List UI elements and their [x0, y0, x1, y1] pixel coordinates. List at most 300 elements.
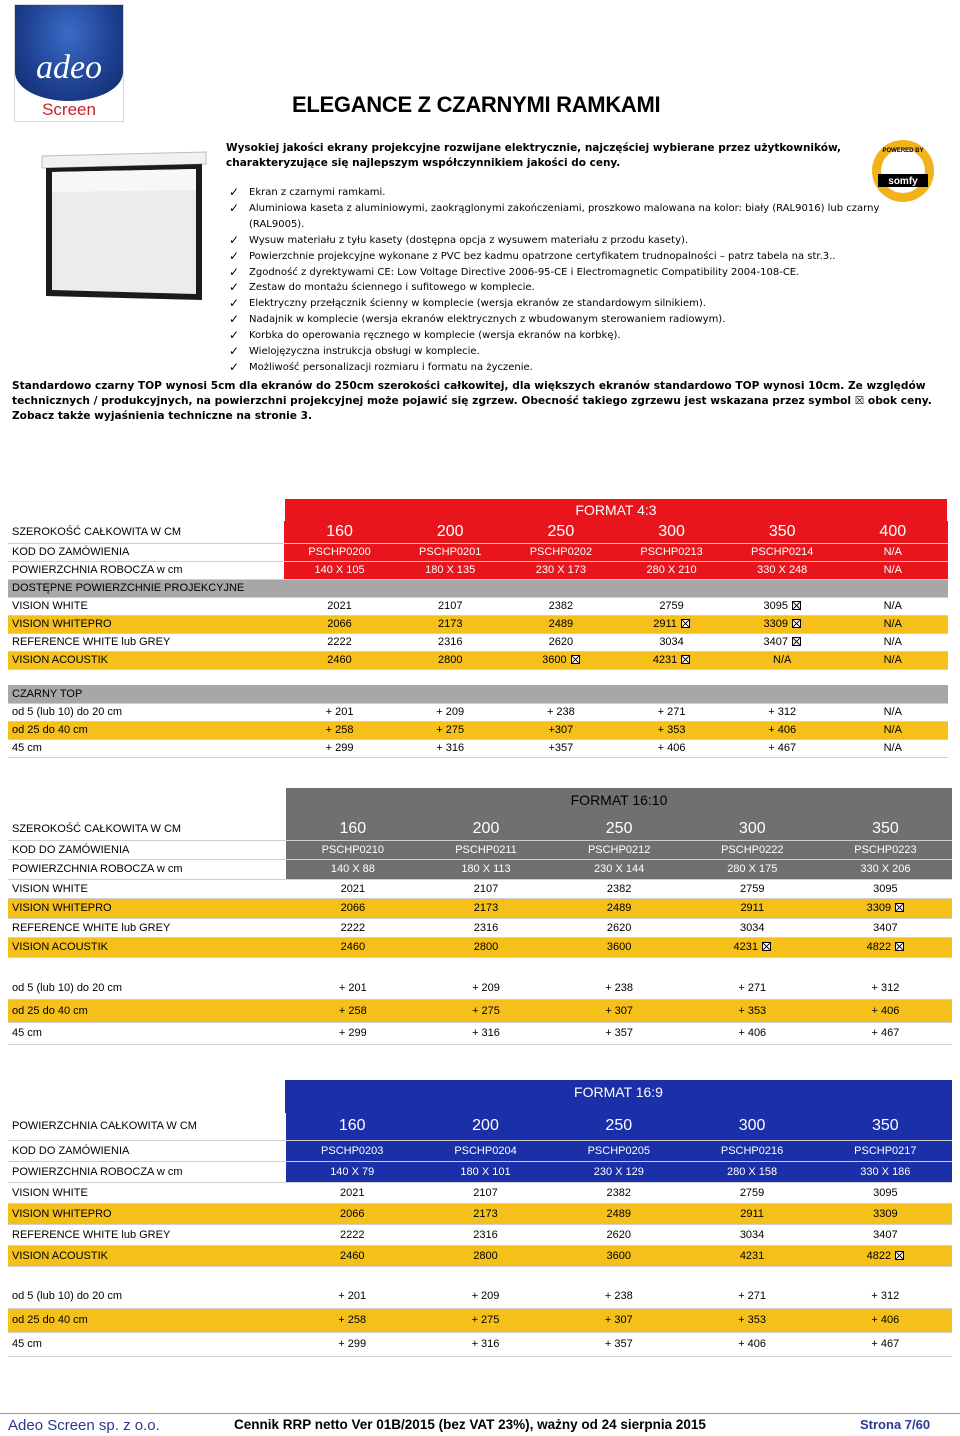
table-row [8, 1113, 952, 1140]
cell-value: 2173 [437, 618, 463, 630]
table-cell [552, 1161, 685, 1182]
table-row [8, 1203, 952, 1224]
cell-value: 280 X 175 [727, 863, 778, 876]
table-cell [419, 1332, 552, 1356]
cell-value: 2382 [606, 882, 632, 895]
table-cell [838, 739, 948, 757]
cell-value: + 201 [338, 982, 367, 994]
row-label: POWIERZCHNIA ROBOCZA w cm [8, 860, 286, 880]
table-cell [616, 703, 727, 721]
table-row [8, 703, 948, 721]
table-cell [552, 1113, 685, 1140]
table-cell [727, 521, 838, 543]
table-row [8, 579, 948, 597]
table-cell [286, 938, 419, 958]
table-cell [819, 977, 952, 1000]
row-label: od 5 (lub 10) do 20 cm [8, 1284, 286, 1308]
table-cell [419, 1161, 552, 1182]
table-row [8, 633, 948, 651]
cell-value: + 271 [738, 1289, 766, 1302]
cell-value: PSCHP0217 [854, 1144, 917, 1157]
cell-value: 2489 [606, 1207, 632, 1220]
table-cell [419, 1224, 552, 1245]
cell-value: + 238 [546, 706, 575, 718]
cell-value: + 201 [338, 1289, 367, 1302]
cell-value: + 312 [768, 706, 797, 718]
cell-value: + 353 [738, 1314, 766, 1326]
cell-value: PSCHP0214 [751, 546, 814, 558]
table-cell [685, 1224, 818, 1245]
table-cell [838, 521, 948, 543]
table-cell [286, 1284, 419, 1308]
row-label: VISION WHITEPRO [8, 899, 286, 919]
cell-value: 2107 [437, 600, 463, 612]
cell-value: 2460 [339, 1249, 365, 1262]
cell-value: 2222 [340, 921, 366, 934]
cell-value: PSCHP0201 [419, 546, 482, 558]
row-label: POWIERZCHNIA CAŁKOWITA W CM [8, 1113, 286, 1140]
table-cell [616, 721, 727, 739]
table-row [8, 957, 952, 977]
table-cell [552, 1140, 685, 1161]
table-cell [284, 651, 395, 669]
table-cell [506, 597, 617, 615]
cell-value: 4822 [866, 1249, 892, 1262]
cell-value: + 353 [657, 724, 686, 736]
table-cell [419, 860, 552, 880]
cell-value: 3407 [763, 636, 788, 648]
cell-value: N/A [883, 724, 902, 736]
table-cell [286, 879, 419, 899]
row-label: POWIERZCHNIA ROBOCZA w cm [8, 561, 284, 579]
table-cell [685, 1284, 818, 1308]
cell-value: + 201 [325, 706, 354, 718]
table-cell [419, 1245, 552, 1266]
cell-value: + 406 [738, 1027, 767, 1040]
cell-value: PSCHP0210 [321, 843, 385, 856]
cell-value: 250 [547, 522, 575, 540]
cell-value: 2759 [740, 882, 765, 895]
feature-item: ✓ Możliwość personalizacji rozmiaru i formatu na życzenie. [229, 360, 929, 376]
spacer [8, 1266, 952, 1284]
table-cell [819, 860, 952, 880]
cell-value: PSCHP0212 [587, 843, 651, 856]
cell-value: PSCHP0223 [854, 843, 917, 856]
table-cell [727, 615, 838, 633]
table-cell [838, 721, 948, 739]
cell-value: 250 [605, 1117, 633, 1135]
table-row [8, 1284, 952, 1308]
table-row [8, 1000, 952, 1023]
standard-note: Standardowo czarny TOP wynosi 5cm dla ekranów do 250cm szerokości całkowitej, dla większych ekranów standardowo TOP wynosi 10cm. Ze względów technicznych / produkcyjnych, na powierzchni projekcyjnej może pojawić się zgrzew. Obecność takiego zgrzewu jest wskazana przez symbol ☒ obok ceny. Zobacz także wyjaśnienia techniczne na stronie 3. [12, 380, 932, 422]
row-label: CZARNY TOP [8, 685, 948, 703]
weld-mark-icon [681, 655, 690, 664]
cell-value: 3095 [873, 882, 898, 895]
cell-value: + 238 [605, 982, 634, 994]
cell-value: N/A [883, 618, 902, 630]
cell-value: 2759 [739, 1186, 765, 1199]
cell-value: + 258 [338, 1314, 367, 1326]
cell-value: + 316 [436, 742, 465, 754]
table-cell [395, 739, 506, 757]
cell-value: 2382 [606, 1186, 632, 1199]
cell-value: PSCHP0213 [640, 546, 703, 558]
table-cell [552, 1284, 685, 1308]
cell-value: PSCHP0205 [587, 1144, 650, 1157]
table-cell [284, 615, 395, 633]
table-cell [286, 818, 419, 840]
format-16-9-table [8, 1113, 952, 1357]
cell-value: 3407 [873, 921, 898, 934]
spacer [8, 669, 948, 685]
table-cell [552, 1308, 685, 1332]
table-cell [819, 1022, 952, 1045]
format-4-3-table [8, 521, 948, 758]
cell-value: + 307 [604, 1314, 633, 1326]
table-cell [686, 879, 819, 899]
table-cell [286, 1203, 419, 1224]
cell-value: 2222 [339, 1228, 365, 1241]
cell-value: 2460 [340, 941, 366, 954]
table-row [8, 1308, 952, 1332]
table-cell [552, 1245, 685, 1266]
cell-value: + 353 [738, 1004, 767, 1017]
cell-value: + 258 [325, 724, 354, 736]
table-cell [616, 633, 727, 651]
table-cell [819, 1332, 952, 1356]
cell-value: 280 X 210 [646, 564, 697, 576]
cell-value: PSCHP0216 [720, 1144, 784, 1157]
cell-value: 160 [338, 1117, 366, 1135]
page-title: ELEGANCE Z CZARNYMI RAMKAMI [292, 92, 661, 117]
cell-value: 2911 [653, 618, 677, 630]
table-cell [838, 543, 948, 561]
cell-value: + 467 [871, 1338, 900, 1350]
table-row [8, 739, 948, 757]
cell-value: 2316 [437, 636, 463, 648]
table-cell [686, 899, 819, 919]
cell-value: + 316 [471, 1338, 500, 1350]
cell-value: 400 [879, 522, 907, 540]
table-cell [685, 1332, 818, 1356]
feature-item: ✓ Nadajnik w komplecie (wersja ekranów elektrycznych z wbudowanym sterowaniem radiowym). [229, 312, 929, 328]
cell-value: PSCHP0202 [529, 546, 593, 558]
cell-value: N/A [883, 600, 902, 612]
table-cell [506, 739, 617, 757]
table-cell [819, 1161, 952, 1182]
table-cell [819, 1113, 952, 1140]
row-label: DOSTĘPNE POWIERZCHNIE PROJEKCYJNE [8, 579, 948, 597]
cell-value: + 209 [472, 982, 500, 994]
table-cell [838, 633, 948, 651]
table-row [8, 860, 952, 880]
table-cell [616, 651, 727, 669]
row-label: KOD DO ZAMÓWIENIA [8, 840, 286, 860]
cell-value: 330 X 248 [757, 564, 808, 576]
spacer [8, 957, 952, 977]
table-row [8, 1182, 952, 1203]
table-cell [553, 860, 686, 880]
table-cell [286, 1161, 419, 1182]
table-cell [419, 977, 552, 1000]
table-cell [553, 879, 686, 899]
table-cell [506, 721, 617, 739]
cell-value: + 406 [738, 1338, 766, 1350]
table-cell [419, 1000, 552, 1023]
cell-value: + 209 [436, 706, 465, 718]
table-cell [686, 860, 819, 880]
table-cell [395, 521, 506, 543]
cell-value: 4231 [652, 654, 678, 666]
format-16-10-header [286, 788, 952, 818]
cell-value: + 467 [768, 742, 797, 754]
table-cell [838, 703, 948, 721]
table-cell [286, 1224, 419, 1245]
table-cell [727, 543, 838, 561]
cell-value: 350 [872, 1117, 899, 1135]
projection-screen-image [38, 150, 210, 305]
cell-value: 2173 [473, 902, 499, 915]
cell-value: 160 [326, 522, 353, 540]
row-label: od 5 (lub 10) do 20 cm [8, 703, 284, 721]
table-cell [686, 977, 819, 1000]
table-cell [553, 818, 686, 840]
table-cell [819, 918, 952, 938]
table-cell [506, 615, 617, 633]
cell-value: 2316 [473, 1228, 498, 1241]
row-label: VISION WHITEPRO [8, 615, 284, 633]
cell-value: 2316 [473, 921, 499, 934]
format-16-10-label: FORMAT 16:10 [570, 792, 668, 808]
cell-value: N/A [883, 546, 902, 558]
table-cell [506, 703, 617, 721]
table-cell [286, 918, 419, 938]
cell-value: + 406 [871, 1004, 900, 1017]
table-cell [616, 615, 727, 633]
table-row [8, 918, 952, 938]
table-cell [286, 1308, 419, 1332]
cell-value: 3600 [606, 1249, 632, 1262]
cell-value: 140 X 88 [330, 863, 375, 876]
cell-value: 2107 [473, 882, 499, 895]
table-cell [286, 860, 419, 880]
table-cell [419, 879, 552, 899]
cell-value: 200 [472, 1117, 499, 1135]
table-cell [552, 1203, 685, 1224]
table-cell [685, 1113, 818, 1140]
table-cell [553, 1022, 686, 1045]
cell-value: 4822 [866, 941, 892, 954]
cell-value: + 467 [871, 1027, 900, 1040]
cell-value: 2066 [327, 618, 352, 630]
table-cell [686, 918, 819, 938]
row-label: KOD DO ZAMÓWIENIA [8, 1140, 286, 1161]
cell-value: 200 [472, 819, 500, 837]
table-row [8, 669, 948, 685]
cell-value: 2066 [340, 902, 366, 915]
cell-value: 250 [605, 819, 633, 837]
table-cell [419, 899, 552, 919]
table-row [8, 840, 952, 860]
cell-value: 3600 [542, 654, 567, 666]
table-cell [819, 899, 952, 919]
table-cell [395, 561, 506, 579]
cell-value: + 238 [604, 1289, 633, 1302]
table-cell [727, 721, 838, 739]
cell-value: 180 X 101 [460, 1165, 511, 1178]
row-label: 45 cm [8, 739, 284, 757]
adeo-screen-logo [14, 4, 124, 122]
cell-value: + 357 [605, 1027, 634, 1040]
table-cell [819, 1140, 952, 1161]
cell-value: + 312 [871, 982, 900, 994]
table-cell [286, 1332, 419, 1356]
table-cell [286, 1022, 419, 1045]
weld-mark-icon [792, 619, 801, 628]
table-cell [685, 1245, 818, 1266]
logo-sub: Screen [42, 100, 96, 119]
table-cell [419, 840, 552, 860]
weld-mark-icon [895, 1251, 904, 1260]
format-16-10-table [8, 818, 952, 1045]
cell-value: +357 [548, 742, 574, 754]
cell-value: 2489 [548, 618, 574, 630]
cell-value: 3407 [873, 1228, 898, 1241]
cell-value: 200 [436, 522, 464, 540]
table-row [8, 685, 948, 703]
table-cell [686, 1000, 819, 1023]
cell-value: 2911 [740, 902, 765, 915]
cell-value: +307 [548, 724, 574, 736]
format-4-3-label: FORMAT 4:3 [575, 502, 657, 518]
page-footer [0, 1413, 960, 1436]
row-label: VISION WHITEPRO [8, 1203, 286, 1224]
weld-mark-icon [895, 903, 904, 912]
table-cell [686, 840, 819, 860]
cell-value: 2911 [740, 1207, 764, 1220]
cell-value: 2222 [327, 636, 352, 648]
cell-value: 330 X 206 [860, 863, 911, 876]
cell-value: 2620 [606, 1228, 632, 1241]
table-cell [686, 1022, 819, 1045]
table-cell [819, 1203, 952, 1224]
table-cell [616, 543, 727, 561]
table-cell [395, 615, 506, 633]
table-cell [685, 1308, 818, 1332]
cell-value: PSCHP0200 [308, 546, 371, 558]
table-cell [395, 597, 506, 615]
table-row [8, 721, 948, 739]
table-cell [552, 1224, 685, 1245]
row-label: od 25 do 40 cm [8, 721, 284, 739]
cell-value: 160 [339, 819, 367, 837]
row-label: VISION ACOUSTIK [8, 651, 284, 669]
feature-item: ✓ Aluminiowa kaseta z aluminiowymi, zaokrąglonymi zakończeniami, proszkowo malowana na kolor: biały (RAL9016) lub czarny (RAL9005). [229, 201, 929, 233]
table-row [8, 899, 952, 919]
feature-item: ✓ Korbka do operowania ręcznego w komplecie (wersja ekranów na korbkę). [229, 328, 929, 344]
row-label: SZEROKOŚĆ CAŁKOWITA W CM [8, 521, 284, 543]
cell-value: + 275 [472, 1004, 500, 1017]
cell-value: PSCHP0211 [455, 843, 517, 856]
table-cell [286, 1000, 419, 1023]
cell-value: PSCHP0222 [721, 843, 784, 856]
cell-value: + 406 [657, 742, 686, 754]
cell-value: 2021 [339, 1186, 365, 1199]
cell-value: N/A [773, 654, 792, 666]
table-row [8, 521, 948, 543]
cell-value: 2066 [339, 1207, 365, 1220]
table-cell [286, 1245, 419, 1266]
cell-value: + 299 [338, 1027, 367, 1040]
cell-value: + 316 [472, 1027, 500, 1040]
cell-value: 140 X 105 [314, 564, 365, 576]
table-cell [286, 1182, 419, 1203]
feature-item: ✓ Wysuw materiału z tyłu kasety (dostępna opcja z wysuwem materiału z przodu kasety). [229, 233, 929, 249]
table-row [8, 1022, 952, 1045]
cell-value: 2021 [327, 600, 352, 612]
table-row [8, 1332, 952, 1356]
table-cell [686, 938, 819, 958]
table-cell [686, 818, 819, 840]
feature-list [229, 185, 929, 376]
cell-value: 230 X 173 [535, 564, 586, 576]
feature-item: ✓ Zgodność z dyrektywami CE: Low Voltage Directive 2006-95-CE i Electromagnetic Compatibility 2004-108-CE. [229, 265, 929, 281]
somfy-powered-by: POWERED BY [882, 148, 924, 154]
table-row [8, 879, 952, 899]
table-cell [395, 543, 506, 561]
table-cell [553, 918, 686, 938]
feature-item: ✓ Elektryczny przełącznik ścienny w komplecie (wersja ekranów ze standardowym silnikiem). [229, 296, 929, 312]
footer-page-number: Strona 7/60 [860, 1417, 931, 1432]
table-cell [685, 1140, 818, 1161]
table-cell [506, 521, 617, 543]
table-cell [819, 938, 952, 958]
cell-value: 2800 [473, 941, 499, 954]
cell-value: + 312 [871, 1289, 900, 1302]
cell-value: 140 X 79 [330, 1165, 375, 1178]
cell-value: 2382 [548, 600, 574, 612]
cell-value: 3600 [606, 941, 632, 954]
table-cell [286, 1140, 419, 1161]
table-cell [419, 1140, 552, 1161]
cell-value: N/A [883, 564, 902, 576]
table-cell [616, 739, 727, 757]
cell-value: 350 [768, 522, 796, 540]
table-cell [819, 1245, 952, 1266]
row-label: 45 cm [8, 1022, 286, 1045]
table-cell [838, 651, 948, 669]
row-label: SZEROKOŚĆ CAŁKOWITA W CM [8, 818, 286, 840]
cell-value: 2489 [606, 902, 632, 915]
format-16-9-label: FORMAT 16:9 [574, 1084, 663, 1100]
table-row [8, 543, 948, 561]
table-row [8, 1161, 952, 1182]
weld-mark-icon [762, 942, 771, 951]
cell-value: + 299 [338, 1338, 367, 1350]
cell-value: + 406 [768, 724, 797, 736]
table-cell [819, 818, 952, 840]
table-cell [395, 651, 506, 669]
table-cell [506, 651, 617, 669]
row-label: POWIERZCHNIA ROBOCZA w cm [8, 1161, 286, 1182]
row-label: VISION WHITE [8, 597, 284, 615]
table-cell [419, 1182, 552, 1203]
cell-value: + 258 [338, 1004, 367, 1017]
table-row [8, 1224, 952, 1245]
cell-value: 2800 [437, 654, 463, 666]
cell-value: 3034 [739, 1228, 765, 1241]
cell-value: 300 [658, 522, 685, 540]
